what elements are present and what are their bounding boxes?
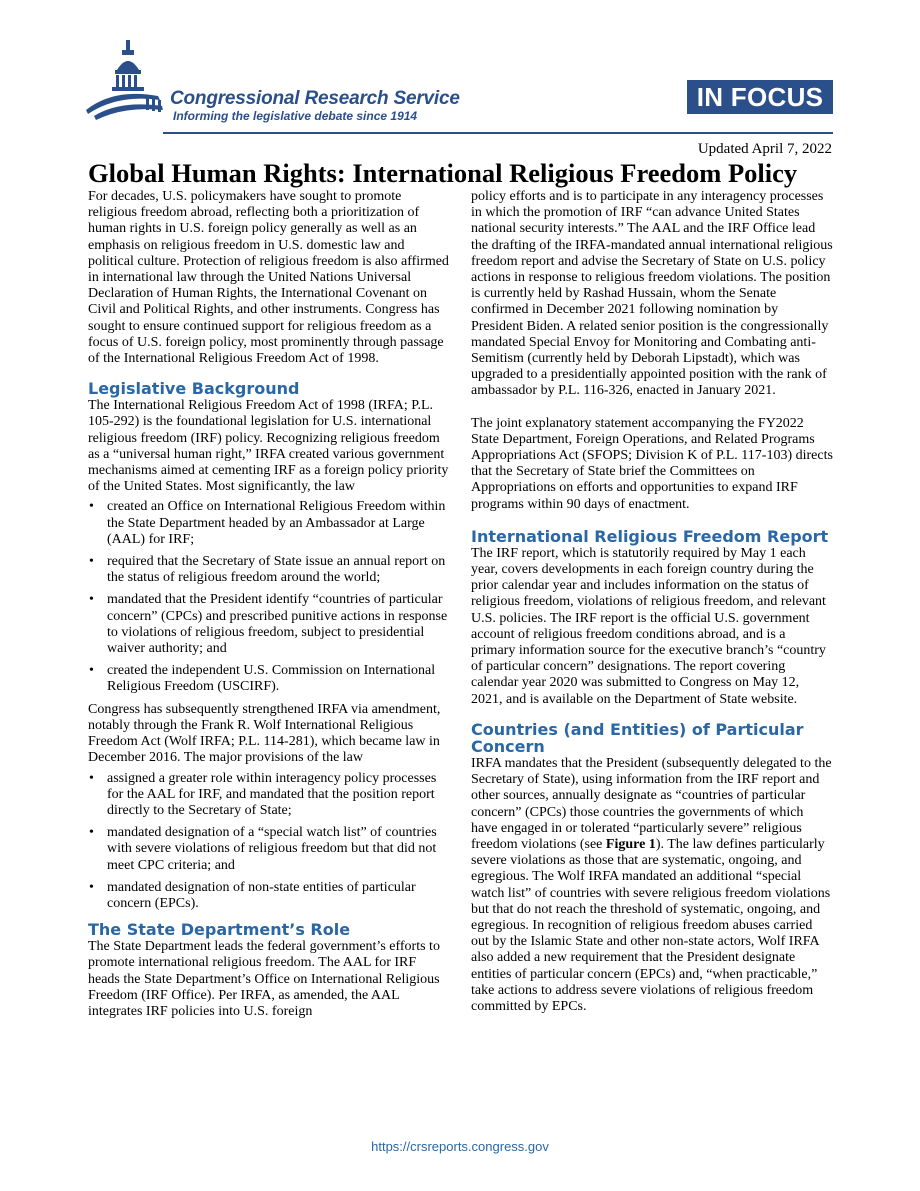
heading-irf-report: International Religious Freedom Report — [471, 526, 829, 546]
header-rule — [163, 132, 833, 134]
list-item: • mandated that the President identify “countries of particular concern” (CPCs) and prescribed punitive actions in response to violations of religious freedom, subject to presidential waiver authority; and — [88, 592, 450, 657]
heading-state-department-role: The State Department’s Role — [88, 920, 351, 940]
list-item: • mandated designation of non-state entities of particular concern (EPCs). — [88, 880, 450, 912]
legislative-paragraph: The International Religious Freedom Act of 1998 (IRFA; P.L. 105-292) is the foundational legislation for U.S. international religious freedom (IRF) policy. Recognizing religious freedom as a “universal human right,” IRFA created various government mechanisms aimed at cementing IRF as a foreign policy priority of the United States. Most significantly, the law — [88, 398, 449, 495]
footer-url-link[interactable]: https://crsreports.congress.gov — [371, 1139, 549, 1154]
list-item: • created the independent U.S. Commission on International Religious Freedom (USCIRF). — [88, 663, 450, 695]
org-name: Congressional Research Service — [170, 88, 460, 109]
irf-report-paragraph: The IRF report, which is statutorily required by May 1 each year, covers developments in each foreign country during the prior calendar year and includes information on the status of religious freedom, violations of religious freedom, and relevant U.S. policies. The IRF report is the official U.S. government account of religious freedom conditions abroad, and is a primary information source for the executive branch’s “country of particular concern” designations. The report covering calendar year 2020 was submitted to Congress on May 12, 2021, and is available on the Department of State website. — [471, 545, 826, 707]
figure-1-reference[interactable]: Figure 1 — [605, 836, 656, 852]
amendment-paragraph: Congress has subsequently strengthened IRFA via amendment, notably through the Frank R. Wolf International Religious Freedom Act (Wolf IRFA; P.L. 114-281), which became law in December 2016. The major provisions of the law — [88, 701, 441, 766]
list-item: • assigned a greater role within interagency policy processes for the AAL for IRF, and mandated that the position report directly to the Secretary of State; — [88, 771, 450, 820]
continued-paragraph: policy efforts and is to participate in any interagency processes in which the promotion of IRF “can advance United States national security interests.” The AAL and the IRF Office lead the drafting of the IRFA-mandated annual international religious freedom report and advise the Secretary of State on U.S. policy actions in response to religious freedom violations. The position is currently held by Rashad Hussain, whom the Senate confirmed in December 2021 following nomination by President Biden. A related senior position is the congressionally mandated Special Envoy for Monitoring and Combating anti-Semitism (currently held by Deborah Lipstadt), which was upgraded to a presidentially appointed position with the rank of ambassador by P.L. 116-326, enacted in January 2021. — [471, 189, 833, 399]
list-item: • mandated designation of a “special watch list” of countries with severe violations of religious freedom but that did not meet CPC criteria; and — [88, 825, 450, 874]
updated-date: Updated April 7, 2022 — [697, 141, 832, 157]
right-column — [471, 189, 833, 1015]
org-tagline: Informing the legislative debate since 1914 — [173, 109, 418, 123]
in-focus-badge: IN FOCUS — [687, 80, 833, 114]
intro-paragraph: For decades, U.S. policymakers have sought to promote religious freedom abroad, reflecting both a prioritization of human rights in U.S. foreign policy generally as well as an emphasis on religious freedom in U.S. domestic law and political culture. Protection of religious freedom is also affirmed in international law through the United Nations Universal Declaration of Human Rights, the International Covenant on Civil and Political Rights, and other instruments. Congress has sought to ensure continued support for religious freedom as a focus of U.S. foreign policy, most prominently through passage of the International Religious Freedom Act of 1998. — [88, 189, 449, 367]
list-item: • created an Office on International Religious Freedom within the State Department headed by an Ambassador at Large (AAL) for IRF; — [88, 499, 450, 548]
countries-paragraph — [471, 756, 833, 1015]
left-column — [88, 189, 450, 1020]
countries-text-b: ). The law defines particularly severe violations as those that are systematic, ongoing, and egregious. The Wolf IRFA mandated an additional “special watch list” of countries with severe religious freedom violations but that do not reach the threshold of systematic, ongoing, and egregious. In recognition of religious freedom abuses carried out by the Islamic State and other non-state actors, Wolf IRFA also added a new requirement that the President designate entities of particular concern (EPCs) and, “when practicable,” take actions to address severe violations of religious freedom committed by EPCs. — [471, 836, 831, 1014]
heading-legislative-background: Legislative Background — [88, 379, 300, 399]
wolf-irfa-provisions-list — [88, 771, 450, 913]
countries-text-a: IRFA mandates that the President (subsequently delegated to the Secretary of State), using information from the IRF report and other sources, annually designate as “countries of particular concern” (CPCs) those countries the governments of which have engaged in or tolerated “particularly severe” religious freedom violations (see — [471, 755, 832, 852]
heading-countries-of-particular-concern: Countries (and Entities) of Particular Concern — [471, 719, 804, 756]
list-item: • required that the Secretary of State issue an annual report on the status of religious freedom around the world; — [88, 554, 450, 586]
page-title: Global Human Rights: International Religious Freedom Policy — [88, 158, 798, 188]
irfa-provisions-list — [88, 499, 450, 695]
state-department-paragraph: The State Department leads the federal government’s efforts to promote international religious freedom. The AAL for IRF heads the State Department’s Office on International Religious Freedom (IRF Office). Per IRFA, as amended, the AAL integrates IRF policies into U.S. foreign — [88, 939, 440, 1019]
joint-statement-paragraph: The joint explanatory statement accompanying the FY2022 State Department, Foreign Operations, and Related Programs Appropriations Act (SFOPS; Division K of P.L. 117-103) directs that the Secretary of State brief the Committees on Appropriations on efforts and opportunities to expand IRF programs within 90 days of enactment. — [471, 415, 833, 512]
capitol-dome-icon — [84, 40, 174, 130]
